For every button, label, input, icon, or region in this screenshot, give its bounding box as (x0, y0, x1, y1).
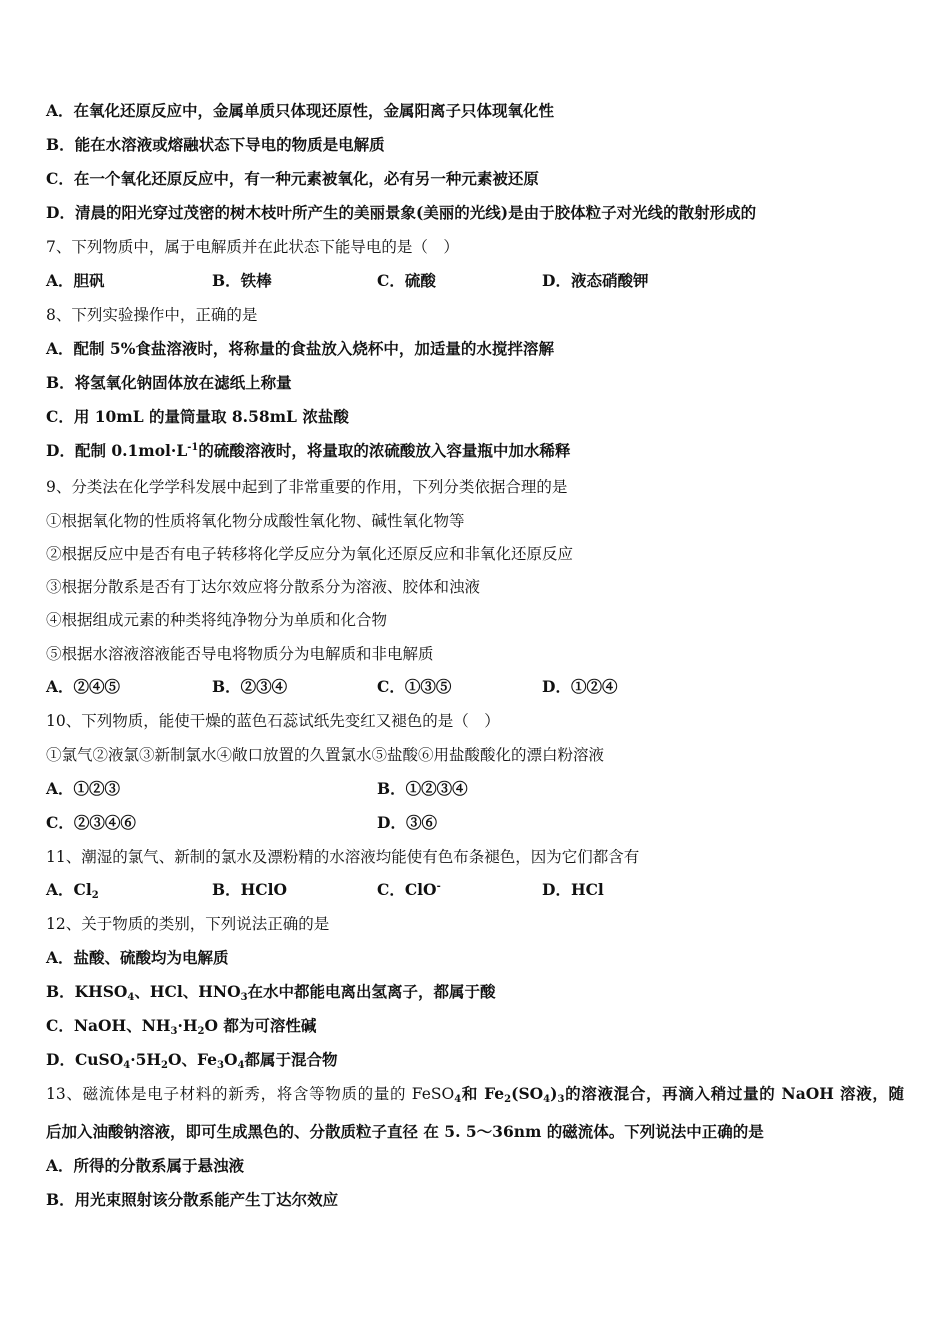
q12-option-d: D．$CuSO_4\cdot 5H_2O$、$Fe_3O_4$都属于混合物 (46, 1050, 338, 1071)
q11-stem: 11、潮湿的氯气、新制的氯水及漂粉精的水溶液均能使有色布条褪色，因为它们都含有 (46, 848, 640, 866)
q11-option-c: C．ClO- (377, 880, 441, 899)
q6-option-d: D．清晨的阳光穿过茂密的树木枝叶所产生的美丽景象(美丽的光线)是由于胶体粒子对光线的散射形成的 (46, 203, 757, 222)
q9-option-a: A．②④⑤ (46, 677, 121, 696)
q13-option-b: B．用光束照射该分散系能产生丁达尔效应 (46, 1190, 339, 1209)
q11-option-d: D．HCl (542, 880, 604, 899)
q9-stem: 9、分类法在化学学科发展中起到了非常重要的作用，下列分类依据合理的是 (46, 478, 568, 496)
q8-option-c: C．用 10mL 的量筒量取 8.58mL 浓盐酸 (46, 407, 349, 426)
q10-option-a: A．①②③ (46, 779, 121, 798)
q8-option-a: A．配制 5%食盐溶液时，将称量的食盐放入烧杯中，加适量的水搅拌溶解 (46, 339, 554, 358)
q8-stem: 8、下列实验操作中，正确的是 (46, 306, 258, 324)
q11-option-b: B．HClO (212, 880, 287, 899)
q13-stem-line2: 后加入油酸钠溶液，即可生成黑色的、分散质粒子直径 在 5. 5～36nm 的磁流体。下列说法中正确的是 (46, 1122, 764, 1141)
q9-statement-1: ①根据氧化物的性质将氧化物分成酸性氧化物、碱性氧化物等 (46, 512, 465, 530)
q9-statement-3: ③根据分散系是否有丁达尔效应将分散系分为溶液、胶体和浊液 (46, 578, 481, 596)
q11-option-a: A．$Cl_2$ (46, 880, 99, 901)
q12-stem: 12、关于物质的类别，下列说法正确的是 (46, 915, 330, 933)
q9-statement-4: ④根据组成元素的种类将纯净物分为单质和化合物 (46, 611, 388, 629)
q7-stem: 7、下列物质中，属于电解质并在此状态下能导电的是（ ） (46, 238, 459, 256)
q9-statement-5: ⑤根据水溶液溶液能否导电将物质分为电解质和非电解质 (46, 645, 434, 663)
q7-option-a: A．胆矾 (46, 271, 105, 290)
q10-stem: 10、下列物质，能使干燥的蓝色石蕊试纸先变红又褪色的是（ ） (46, 712, 500, 730)
q10-items: ①氯气②液氯③新制氯水④敞口放置的久置氯水⑤盐酸⑥用盐酸酸化的漂白粉溶液 (46, 746, 605, 764)
q10-option-b: B．①②③④ (377, 779, 468, 798)
q7-option-b: B．铁棒 (212, 271, 272, 290)
q6-option-a: A．在氧化还原反应中，金属单质只体现还原性，金属阳离子只体现氧化性 (46, 101, 555, 120)
q9-statement-2: ②根据反应中是否有电子转移将化学反应分为氧化还原反应和非氧化还原反应 (46, 545, 574, 563)
q6-option-b: B．能在水溶液或熔融状态下导电的物质是电解质 (46, 135, 385, 154)
q7-option-d: D．液态硝酸钾 (542, 271, 649, 290)
q8-option-d: D．配制 $0.1mol\cdot L^{-1}$的硫酸溶液时，将量取的浓硫酸放入容量瓶中加水稀释 (46, 441, 571, 460)
q10-option-c: C．②③④⑥ (46, 813, 136, 832)
q12-option-a: A．盐酸、硫酸均为电解质 (46, 948, 229, 967)
q9-option-c: C．①③⑤ (377, 677, 452, 696)
q6-option-c: C．在一个氧化还原反应中，有一种元素被氧化，必有另一种元素被还原 (46, 169, 539, 188)
q12-option-c: C．NaOH、$NH_3\cdot H_2O$ 都为可溶性碱 (46, 1016, 317, 1037)
q12-option-b: B．$KHSO_4$、HCl、$HNO_3$在水中都能电离出氢离子，都属于酸 (46, 982, 496, 1003)
q13-stem-line1: 13、磁流体是电子材料的新秀，将含等物质的量的 FeSO$_4$和 $Fe_2(SO_4)_3$的溶液混合，再滴入稍过量的 NaOH 溶液，随 (46, 1084, 904, 1105)
q7-option-c: C．硫酸 (377, 271, 436, 290)
q8-option-b: B．将氢氧化钠固体放在滤纸上称量 (46, 373, 292, 392)
q13-option-a: A．所得的分散系属于悬浊液 (46, 1156, 245, 1175)
q9-option-b: B．②③④ (212, 677, 288, 696)
q10-option-d: D．③⑥ (377, 813, 437, 832)
q9-option-d: D．①②④ (542, 677, 618, 696)
